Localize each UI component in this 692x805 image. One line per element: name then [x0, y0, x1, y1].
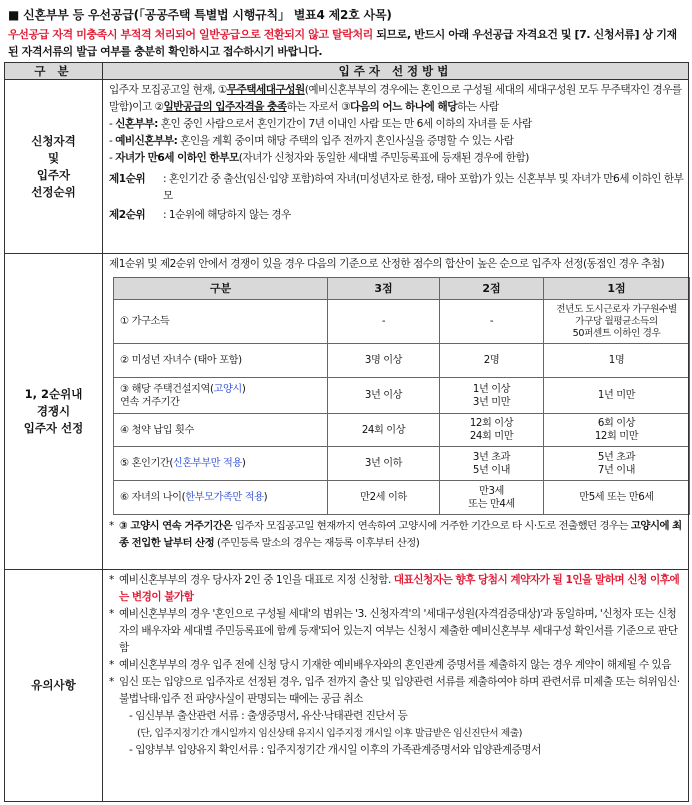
row-label-eligibility: 신청자격 및 입주자 선정순위: [5, 80, 103, 254]
eligibility-table: [4, 62, 689, 802]
rank-2: 제2순위 : 1순위에 해당하지 않는 경우: [109, 209, 291, 221]
notes-content: [103, 570, 689, 802]
score-header-3: 3점: [328, 278, 440, 300]
note-sub-item: - 임신부부 출산관련 서류 : 출생증명서, 유산·낙태관련 진단서 등: [129, 710, 408, 722]
score-header-1: 1점: [544, 278, 690, 300]
score-header-2: 2점: [440, 278, 544, 300]
list-item-prospective: - 예비신혼부부: 혼인을 계획 중이며 해당 주택의 입주 전까지 혼인사실을 증명할 수 있는 사람: [109, 135, 514, 147]
row-label-notes: 유의사항: [5, 570, 103, 802]
list-item-newlywed: - 신혼부부: 혼인 중인 사람으로서 혼인기간이 7년 이내인 사람 또는 만 6세 이하의 자녀를 둔 사람: [109, 118, 532, 130]
competition-intro: 제1순위 및 제2순위 안에서 경쟁이 있을 경우 다음의 기준으로 산정한 점수의 합산이 높은 순으로 입주자 선정(동점인 경우 추첨): [109, 258, 665, 270]
table-row: ④ 청약 납입 횟수 24회 이상 12회 이상 24회 미만 6회 이상 12회 미만: [114, 414, 690, 447]
table-row: ⑥ 자녀의 나이(한부모가족만 적용) 만2세 이하 만3세 또는 만4세 만5세 또는 만6세: [114, 481, 690, 515]
col-header-category: 구 분: [5, 63, 103, 80]
residency-note: * ③ 고양시 연속 거주기간은 입주자 모집공고일 현재까지 연속하여 고양시에 거주한 기간으로 타 시·도로 전출했던 경우는 고양시에 최종 전입한 날부터 산정 (주민등록 말소의 경우는 재등록 이후부터 산정): [109, 520, 682, 549]
competition-content: [103, 254, 689, 570]
table-row: ⑤ 혼인기간(신혼부부만 적용) 3년 이하 3년 초과 5년 이내 5년 초과 7년 이내: [114, 447, 690, 481]
row-label-competition: 1, 2순위내 경쟁시 입주자 선정: [5, 254, 103, 570]
note-item: * 임신 또는 입양으로 입주자로 선정된 경우, 입주 전까지 출산 및 입양관련 서류를 제출하여야 하며 관련서류 미제출 또는 허위임신·불법낙태·입주 전 파양사실이 판명되는 때에는 공급 취소: [109, 676, 680, 705]
table-row: ② 미성년 자녀수 (태아 포함) 3명 이상 2명 1명: [114, 344, 690, 378]
col-header-method: 입주자 선정방법: [103, 63, 689, 80]
note-item: * 예비신혼부부의 경우 입주 전에 신청 당시 기재한 예비배우자와의 혼인관계 증명서를 제출하지 않는 경우 계약이 해제될 수 있음: [109, 659, 672, 671]
note-sub-item: - 입양부부 입양유지 확인서류 : 입주지정기간 개시일 이후의 가족관계증명서와 입양관계증명서: [129, 744, 541, 756]
rank-1: 제1순위 : 혼인기간 중 출산(임신·입양 포함)하여 자녀(미성년자로 한정, 태아 포함)가 있는 신혼부부 및 자녀가 만6세 이하인 한부모: [109, 173, 684, 202]
notice-rest-text: 되므로, 반드시 아래 우선공급 자격요건 및 [7. 신청서류] 상 기재된 자격서류의 발급 여부를 충분히 확인하시고 접수하시기 바랍니다.: [8, 28, 677, 58]
list-item-single-parent: - 자녀가 만6세 이하인 한부모(자녀가 신청자와 동일한 세대별 주민등록표에 등재된 경우에 한함): [109, 152, 529, 164]
score-table: [113, 277, 690, 515]
note-item: * 예비신혼부부의 경우 '혼인으로 구성될 세대'의 범위는 '3. 신청자격'의 '세대구성원(자격검증대상)'과 동일하며, '신청자 또는 신청자의 배우자와 세대별 주민등록표에 함께 등재'되어 있는지 여부는 신청시 제출한 예비신혼부부 세대구성 확인서를 기준으로 판단함: [109, 608, 678, 654]
score-header-item: 구분: [114, 278, 328, 300]
table-row: ③ 해당 주택건설지역(고양시) 연속 거주기간 3년 이상 1년 이상 3년 미만 1년 미만: [114, 378, 690, 414]
eligibility-intro: 입주자 모집공고일 현재, ①무주택세대구성원(예비신혼부부의 경우에는 혼인으로 구성될 세대의 세대구성원 모두 무주택자인 경우를 말함)이고 ②일반공급의 입주자격을 충족하는 자로서 ③다음의 어느 하나에 해당하는 사람: [109, 84, 682, 113]
section-title: ■ 신혼부부 등 우선공급(「공공주택 특별법 시행규칙」 별표4 제2호 사목): [8, 8, 392, 22]
note-item: * 예비신혼부부의 경우 당사자 2인 중 1인을 대표로 지정 신청함. 대표신청자는 향후 당첨시 계약자가 될 1인을 말하며 신청 이후에는 변경이 불가함: [109, 574, 680, 603]
warning-notice: [8, 26, 686, 60]
eligibility-content: [103, 80, 689, 254]
note-sub-detail: (단, 입주지정기간 개시일까지 임신상태 유지시 입주지정 개시일 이후 발급받은 임신진단서 제출): [137, 728, 522, 739]
table-row: ① 가구소득 - - 전년도 도시근로자 가구원수별 가구당 월평균소득의 50퍼센트 이하인 경우: [114, 300, 690, 344]
notice-red-text: 우선공급 자격 미충족시 부적격 처리되어 일반공급으로 전환되지 않고 탈락처리: [8, 28, 373, 41]
